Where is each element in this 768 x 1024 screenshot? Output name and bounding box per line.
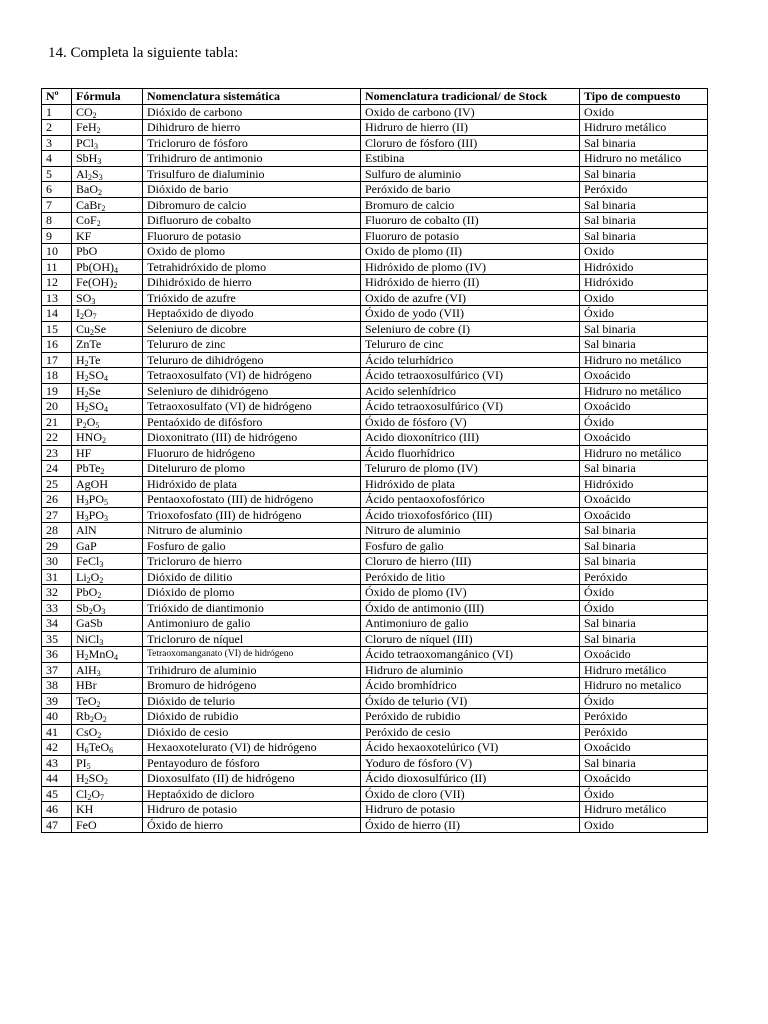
cell-sistematica: Pentayoduro de fósforo bbox=[143, 755, 361, 771]
cell-formula: SbH$_3$ bbox=[72, 151, 143, 167]
cell-tipo: Sal binaria bbox=[580, 197, 708, 213]
cell-sistematica: Telururo de dihidrógeno bbox=[143, 352, 361, 368]
cell-sistematica: Telururo de zinc bbox=[143, 337, 361, 353]
cell-sistematica: Trioxofosfato (III) de hidrógeno bbox=[143, 507, 361, 523]
cell-num: 26 bbox=[42, 492, 72, 508]
cell-tradicional: Ácido telurhídrico bbox=[361, 352, 580, 368]
cell-sistematica: Hexaoxotelurato (VI) de hidrógeno bbox=[143, 740, 361, 756]
cell-sistematica: Fluoruro de hidrógeno bbox=[143, 445, 361, 461]
cell-tradicional: Oxido de azufre (VI) bbox=[361, 290, 580, 306]
cell-tradicional: Óxido de plomo (IV) bbox=[361, 585, 580, 601]
cell-tipo: Sal binaria bbox=[580, 461, 708, 477]
cell-sistematica: Pentaóxido de difósforo bbox=[143, 414, 361, 430]
cell-tradicional: Telururo de cinc bbox=[361, 337, 580, 353]
cell-tradicional: Fluoruro de potasio bbox=[361, 228, 580, 244]
cell-sistematica: Dióxido de telurio bbox=[143, 693, 361, 709]
cell-num: 29 bbox=[42, 538, 72, 554]
cell-num: 41 bbox=[42, 724, 72, 740]
chemistry-table bbox=[41, 88, 708, 833]
cell-num: 17 bbox=[42, 352, 72, 368]
cell-tipo: Oxoácido bbox=[580, 647, 708, 663]
cell-num: 31 bbox=[42, 569, 72, 585]
cell-tipo: Hidróxido bbox=[580, 259, 708, 275]
table-row bbox=[42, 151, 708, 167]
cell-formula: KF bbox=[72, 228, 143, 244]
cell-sistematica: Antimoniuro de galio bbox=[143, 616, 361, 632]
cell-tradicional: Yoduro de fósforo (V) bbox=[361, 755, 580, 771]
cell-sistematica: Dibromuro de calcio bbox=[143, 197, 361, 213]
table-row bbox=[42, 647, 708, 663]
cell-sistematica: Trióxido de diantimonio bbox=[143, 600, 361, 616]
cell-tradicional: Cloruro de fósforo (III) bbox=[361, 135, 580, 151]
cell-tipo: Peróxido bbox=[580, 569, 708, 585]
cell-formula: HF bbox=[72, 445, 143, 461]
table-body bbox=[42, 104, 708, 833]
table-row bbox=[42, 709, 708, 725]
cell-tipo: Hidruro metálico bbox=[580, 120, 708, 136]
cell-num: 46 bbox=[42, 802, 72, 818]
cell-tradicional: Peróxido de litio bbox=[361, 569, 580, 585]
table-row bbox=[42, 585, 708, 601]
cell-tradicional: Ácido trioxofosfórico (III) bbox=[361, 507, 580, 523]
table-row bbox=[42, 399, 708, 415]
cell-tipo: Óxido bbox=[580, 600, 708, 616]
table-row bbox=[42, 476, 708, 492]
cell-sistematica: Pentaoxofostato (III) de hidrógeno bbox=[143, 492, 361, 508]
cell-tradicional: Ácido fluorhídrico bbox=[361, 445, 580, 461]
table-row bbox=[42, 321, 708, 337]
cell-formula: TeO$_2$ bbox=[72, 693, 143, 709]
cell-formula: $CO_2$ bbox=[72, 104, 143, 120]
cell-sistematica: Dióxido de plomo bbox=[143, 585, 361, 601]
table-row bbox=[42, 616, 708, 632]
cell-tipo: Sal binaria bbox=[580, 755, 708, 771]
cell-tipo: Hidróxido bbox=[580, 476, 708, 492]
cell-tipo: Sal binaria bbox=[580, 213, 708, 229]
cell-num: 19 bbox=[42, 383, 72, 399]
cell-sistematica: Bromuro de hidrógeno bbox=[143, 678, 361, 694]
cell-tipo: Sal binaria bbox=[580, 538, 708, 554]
cell-num: 7 bbox=[42, 197, 72, 213]
cell-tradicional: Hidruro de hierro (II) bbox=[361, 120, 580, 136]
cell-formula: $P_2O_5$ bbox=[72, 414, 143, 430]
cell-num: 44 bbox=[42, 771, 72, 787]
table-row bbox=[42, 693, 708, 709]
cell-tradicional: Sulfuro de aluminio bbox=[361, 166, 580, 182]
header-formula: Fórmula bbox=[72, 89, 143, 105]
cell-tradicional: Peróxido de cesio bbox=[361, 724, 580, 740]
cell-formula: $H_2Te$ bbox=[72, 352, 143, 368]
cell-num: 3 bbox=[42, 135, 72, 151]
table-row bbox=[42, 771, 708, 787]
cell-formula: HBr bbox=[72, 678, 143, 694]
table-row bbox=[42, 817, 708, 833]
table-row bbox=[42, 182, 708, 198]
cell-tipo: Sal binaria bbox=[580, 616, 708, 632]
cell-tradicional: Hidróxido de hierro (II) bbox=[361, 275, 580, 291]
cell-tradicional: Óxido de cloro (VII) bbox=[361, 786, 580, 802]
cell-formula: $H_2SO_4$ bbox=[72, 399, 143, 415]
cell-tradicional: Ácido dioxosulfúrico (II) bbox=[361, 771, 580, 787]
cell-sistematica: Dióxido de rubidio bbox=[143, 709, 361, 725]
cell-tradicional: Óxido de telurio (VI) bbox=[361, 693, 580, 709]
cell-formula: FeH$_2$ bbox=[72, 120, 143, 136]
cell-tradicional: Acido dioxonítrico (III) bbox=[361, 430, 580, 446]
cell-formula: $H_2SO_2$ bbox=[72, 771, 143, 787]
cell-tipo: Sal binaria bbox=[580, 135, 708, 151]
cell-formula: $PI_5$ bbox=[72, 755, 143, 771]
cell-num: 13 bbox=[42, 290, 72, 306]
header-tradicional: Nomenclatura tradicional/ de Stock bbox=[361, 89, 580, 105]
cell-tradicional: Hidruro de potasio bbox=[361, 802, 580, 818]
cell-num: 6 bbox=[42, 182, 72, 198]
cell-tipo: Hidruro no metálico bbox=[580, 352, 708, 368]
cell-tipo: Óxido bbox=[580, 585, 708, 601]
cell-tradicional: Ácido tetraoxomangánico (VI) bbox=[361, 647, 580, 663]
cell-tradicional: Seleniuro de cobre (I) bbox=[361, 321, 580, 337]
cell-tipo: Hidruro metálico bbox=[580, 802, 708, 818]
cell-tradicional: Hidróxido de plata bbox=[361, 476, 580, 492]
cell-num: 34 bbox=[42, 616, 72, 632]
table-row bbox=[42, 166, 708, 182]
cell-sistematica: Seleniuro de dihidrógeno bbox=[143, 383, 361, 399]
cell-sistematica: Hidróxido de plata bbox=[143, 476, 361, 492]
cell-num: 38 bbox=[42, 678, 72, 694]
table-row bbox=[42, 554, 708, 570]
cell-num: 24 bbox=[42, 461, 72, 477]
table-row bbox=[42, 228, 708, 244]
table-row bbox=[42, 104, 708, 120]
cell-formula: GaP bbox=[72, 538, 143, 554]
cell-num: 45 bbox=[42, 786, 72, 802]
cell-tradicional: Acido selenhídrico bbox=[361, 383, 580, 399]
cell-sistematica: Seleniuro de dicobre bbox=[143, 321, 361, 337]
cell-num: 37 bbox=[42, 662, 72, 678]
cell-num: 32 bbox=[42, 585, 72, 601]
table-row bbox=[42, 631, 708, 647]
cell-tradicional: Peróxido de bario bbox=[361, 182, 580, 198]
cell-tipo: Sal binaria bbox=[580, 166, 708, 182]
cell-tipo: Hidróxido bbox=[580, 275, 708, 291]
cell-formula: GaSb bbox=[72, 616, 143, 632]
cell-num: 30 bbox=[42, 554, 72, 570]
cell-num: 14 bbox=[42, 306, 72, 322]
cell-sistematica: Trisulfuro de dialuminio bbox=[143, 166, 361, 182]
cell-formula: $I_2O_7$ bbox=[72, 306, 143, 322]
cell-sistematica: Ditelururo de plomo bbox=[143, 461, 361, 477]
cell-tipo: Peróxido bbox=[580, 709, 708, 725]
table-row bbox=[42, 259, 708, 275]
cell-tipo: Sal binaria bbox=[580, 631, 708, 647]
cell-formula: $H_2SO_4$ bbox=[72, 368, 143, 384]
cell-sistematica: Trihidruro de aluminio bbox=[143, 662, 361, 678]
cell-tipo: Oxoácido bbox=[580, 368, 708, 384]
cell-formula: BaO$_2$ bbox=[72, 182, 143, 198]
cell-num: 43 bbox=[42, 755, 72, 771]
cell-tipo: Oxido bbox=[580, 290, 708, 306]
cell-sistematica: Tetraoxosulfato (VI) de hidrógeno bbox=[143, 399, 361, 415]
cell-num: 40 bbox=[42, 709, 72, 725]
cell-tradicional: Ácido hexaoxotelúrico (VI) bbox=[361, 740, 580, 756]
cell-tipo: Sal binaria bbox=[580, 554, 708, 570]
cell-formula: $H_3PO_3$ bbox=[72, 507, 143, 523]
cell-formula: PbTe$_2$ bbox=[72, 461, 143, 477]
cell-num: 47 bbox=[42, 817, 72, 833]
cell-formula: $Cl_2O_7$ bbox=[72, 786, 143, 802]
cell-sistematica: Heptaóxido de diyodo bbox=[143, 306, 361, 322]
cell-tipo: Óxido bbox=[580, 306, 708, 322]
cell-tradicional: Ácido bromhídrico bbox=[361, 678, 580, 694]
cell-num: 2 bbox=[42, 120, 72, 136]
table-row bbox=[42, 120, 708, 136]
cell-tipo: Oxoácido bbox=[580, 492, 708, 508]
cell-sistematica: Fosfuro de galio bbox=[143, 538, 361, 554]
cell-num: 28 bbox=[42, 523, 72, 539]
cell-sistematica: Hidruro de potasio bbox=[143, 802, 361, 818]
cell-tipo: Oxido bbox=[580, 244, 708, 260]
cell-tradicional: Ácido tetraoxosulfúrico (VI) bbox=[361, 399, 580, 415]
cell-formula: PbO$_2$ bbox=[72, 585, 143, 601]
cell-formula: FeCl$_3$ bbox=[72, 554, 143, 570]
table-row bbox=[42, 662, 708, 678]
cell-tipo: Oxoácido bbox=[580, 771, 708, 787]
table-row bbox=[42, 213, 708, 229]
cell-num: 22 bbox=[42, 430, 72, 446]
table-row bbox=[42, 306, 708, 322]
cell-num: 5 bbox=[42, 166, 72, 182]
cell-tipo: Sal binaria bbox=[580, 337, 708, 353]
cell-tipo: Sal binaria bbox=[580, 321, 708, 337]
cell-tipo: Peróxido bbox=[580, 724, 708, 740]
cell-tradicional: Hidróxido de plomo (IV) bbox=[361, 259, 580, 275]
cell-num: 25 bbox=[42, 476, 72, 492]
cell-tipo: Sal binaria bbox=[580, 523, 708, 539]
cell-formula: $Al_2S_3$ bbox=[72, 166, 143, 182]
cell-sistematica: Dióxido de cesio bbox=[143, 724, 361, 740]
table-row bbox=[42, 600, 708, 616]
cell-tradicional: Ácido pentaoxofosfórico bbox=[361, 492, 580, 508]
cell-num: 20 bbox=[42, 399, 72, 415]
cell-tipo: Hidruro metálico bbox=[580, 662, 708, 678]
cell-num: 9 bbox=[42, 228, 72, 244]
table-row bbox=[42, 244, 708, 260]
table-row bbox=[42, 414, 708, 430]
cell-formula: $H_2MnO_4$ bbox=[72, 647, 143, 663]
cell-sistematica: Heptaóxido de dicloro bbox=[143, 786, 361, 802]
cell-num: 33 bbox=[42, 600, 72, 616]
cell-formula: KH bbox=[72, 802, 143, 818]
cell-tipo: Óxido bbox=[580, 414, 708, 430]
cell-tradicional: Ácido tetraoxosulfúrico (VI) bbox=[361, 368, 580, 384]
cell-tradicional: Antimoniuro de galio bbox=[361, 616, 580, 632]
table-row bbox=[42, 275, 708, 291]
cell-sistematica: Dihidróxido de hierro bbox=[143, 275, 361, 291]
cell-tradicional: Bromuro de calcio bbox=[361, 197, 580, 213]
cell-formula: NiCl$_3$ bbox=[72, 631, 143, 647]
cell-formula: $Pb(OH)_4$ bbox=[72, 259, 143, 275]
cell-sistematica: Tetraoxomanganato (VI) de hidrógeno bbox=[143, 647, 361, 663]
table-row bbox=[42, 755, 708, 771]
cell-num: 4 bbox=[42, 151, 72, 167]
cell-tradicional: Estibina bbox=[361, 151, 580, 167]
cell-formula: AgOH bbox=[72, 476, 143, 492]
table-row bbox=[42, 569, 708, 585]
cell-sistematica: Dióxido de carbono bbox=[143, 104, 361, 120]
cell-num: 8 bbox=[42, 213, 72, 229]
cell-tipo: Oxoácido bbox=[580, 430, 708, 446]
cell-tipo: Oxido bbox=[580, 817, 708, 833]
table-row bbox=[42, 802, 708, 818]
table-row bbox=[42, 135, 708, 151]
table-row bbox=[42, 461, 708, 477]
cell-tipo: Oxoácido bbox=[580, 740, 708, 756]
table-row bbox=[42, 290, 708, 306]
cell-num: 21 bbox=[42, 414, 72, 430]
cell-sistematica: Trióxido de azufre bbox=[143, 290, 361, 306]
cell-tradicional: Hidruro de aluminio bbox=[361, 662, 580, 678]
cell-formula: AlH$_3$ bbox=[72, 662, 143, 678]
cell-formula: AlN bbox=[72, 523, 143, 539]
cell-num: 23 bbox=[42, 445, 72, 461]
cell-formula: PCl$_3$ bbox=[72, 135, 143, 151]
cell-sistematica: Oxido de plomo bbox=[143, 244, 361, 260]
table-row bbox=[42, 197, 708, 213]
cell-tipo: Hidruro no metálico bbox=[580, 445, 708, 461]
cell-num: 35 bbox=[42, 631, 72, 647]
header-sistematica: Nomenclatura sistemática bbox=[143, 89, 361, 105]
table-row bbox=[42, 492, 708, 508]
table-row bbox=[42, 445, 708, 461]
cell-formula: $Rb_2O_2$ bbox=[72, 709, 143, 725]
cell-sistematica: Nitruro de aluminio bbox=[143, 523, 361, 539]
cell-formula: $SO_3$ bbox=[72, 290, 143, 306]
table-row bbox=[42, 352, 708, 368]
table-row bbox=[42, 368, 708, 384]
cell-tipo: Hidruro no metálico bbox=[580, 383, 708, 399]
table-row bbox=[42, 430, 708, 446]
table-row bbox=[42, 383, 708, 399]
cell-sistematica: Fluoruro de potasio bbox=[143, 228, 361, 244]
cell-tipo: Oxido bbox=[580, 104, 708, 120]
cell-tradicional: Nitruro de aluminio bbox=[361, 523, 580, 539]
cell-tradicional: Peróxido de rubidio bbox=[361, 709, 580, 725]
cell-sistematica: Tetraoxosulfato (VI) de hidrógeno bbox=[143, 368, 361, 384]
table-row bbox=[42, 786, 708, 802]
cell-num: 15 bbox=[42, 321, 72, 337]
cell-sistematica: Tetrahidróxido de plomo bbox=[143, 259, 361, 275]
cell-tradicional: Fluoruro de cobalto (II) bbox=[361, 213, 580, 229]
cell-num: 1 bbox=[42, 104, 72, 120]
cell-tipo: Hidruro no metálico bbox=[580, 151, 708, 167]
cell-formula: $Sb_2O_3$ bbox=[72, 600, 143, 616]
page-heading: 14. Completa la siguiente tabla: bbox=[48, 45, 239, 61]
cell-sistematica: Difluoruro de cobalto bbox=[143, 213, 361, 229]
cell-tradicional: Cloruro de hierro (III) bbox=[361, 554, 580, 570]
cell-sistematica: Dihidruro de hierro bbox=[143, 120, 361, 136]
cell-formula: CsO$_2$ bbox=[72, 724, 143, 740]
cell-sistematica: Dioxosulfato (II) de hidrógeno bbox=[143, 771, 361, 787]
cell-tipo: Sal binaria bbox=[580, 228, 708, 244]
cell-tipo: Peróxido bbox=[580, 182, 708, 198]
cell-tradicional: Telururo de plomo (IV) bbox=[361, 461, 580, 477]
table-row bbox=[42, 740, 708, 756]
cell-num: 16 bbox=[42, 337, 72, 353]
cell-formula: CaBr$_2$ bbox=[72, 197, 143, 213]
cell-tradicional: Fosfuro de galio bbox=[361, 538, 580, 554]
cell-num: 10 bbox=[42, 244, 72, 260]
cell-tipo: Oxoácido bbox=[580, 399, 708, 415]
table-row bbox=[42, 538, 708, 554]
cell-sistematica: Trihidruro de antimonio bbox=[143, 151, 361, 167]
header-num: Nº bbox=[42, 89, 72, 105]
cell-sistematica: Dióxido de dilitio bbox=[143, 569, 361, 585]
cell-sistematica: Tricloruro de hierro bbox=[143, 554, 361, 570]
table-header-row bbox=[42, 89, 708, 105]
cell-num: 11 bbox=[42, 259, 72, 275]
cell-formula: PbO bbox=[72, 244, 143, 260]
cell-tradicional: Óxido de antimonio (III) bbox=[361, 600, 580, 616]
cell-tradicional: Oxido de carbono (IV) bbox=[361, 104, 580, 120]
cell-formula: $HNO_2$ bbox=[72, 430, 143, 446]
cell-formula: $Li_2O_2$ bbox=[72, 569, 143, 585]
cell-num: 39 bbox=[42, 693, 72, 709]
cell-tipo: Óxido bbox=[580, 693, 708, 709]
cell-sistematica: Óxido de hierro bbox=[143, 817, 361, 833]
cell-sistematica: Tricloruro de níquel bbox=[143, 631, 361, 647]
table-row bbox=[42, 523, 708, 539]
cell-formula: $Cu_2Se$ bbox=[72, 321, 143, 337]
cell-formula: ZnTe bbox=[72, 337, 143, 353]
cell-sistematica: Dióxido de bario bbox=[143, 182, 361, 198]
cell-num: 12 bbox=[42, 275, 72, 291]
cell-sistematica: Tricloruro de fósforo bbox=[143, 135, 361, 151]
cell-formula: $H_3PO_5$ bbox=[72, 492, 143, 508]
header-tipo: Tipo de compuesto bbox=[580, 89, 708, 105]
table-row bbox=[42, 678, 708, 694]
cell-tradicional: Oxido de plomo (II) bbox=[361, 244, 580, 260]
cell-tipo: Oxoácido bbox=[580, 507, 708, 523]
cell-tipo: Óxido bbox=[580, 786, 708, 802]
cell-tradicional: Óxido de fósforo (V) bbox=[361, 414, 580, 430]
cell-tipo: Hidruro no metalico bbox=[580, 678, 708, 694]
cell-formula: CoF$_2$ bbox=[72, 213, 143, 229]
cell-tradicional: Óxido de yodo (VII) bbox=[361, 306, 580, 322]
cell-tradicional: Óxido de hierro (II) bbox=[361, 817, 580, 833]
cell-formula: $H_2Se$ bbox=[72, 383, 143, 399]
cell-num: 42 bbox=[42, 740, 72, 756]
cell-num: 18 bbox=[42, 368, 72, 384]
cell-num: 27 bbox=[42, 507, 72, 523]
table-row bbox=[42, 724, 708, 740]
cell-formula: FeO bbox=[72, 817, 143, 833]
cell-tradicional: Cloruro de níquel (III) bbox=[361, 631, 580, 647]
cell-num: 36 bbox=[42, 647, 72, 663]
table-row bbox=[42, 507, 708, 523]
cell-formula: $H_6TeO_6$ bbox=[72, 740, 143, 756]
table-row bbox=[42, 337, 708, 353]
cell-formula: $Fe(OH)_2$ bbox=[72, 275, 143, 291]
cell-sistematica: Dioxonitrato (III) de hidrógeno bbox=[143, 430, 361, 446]
